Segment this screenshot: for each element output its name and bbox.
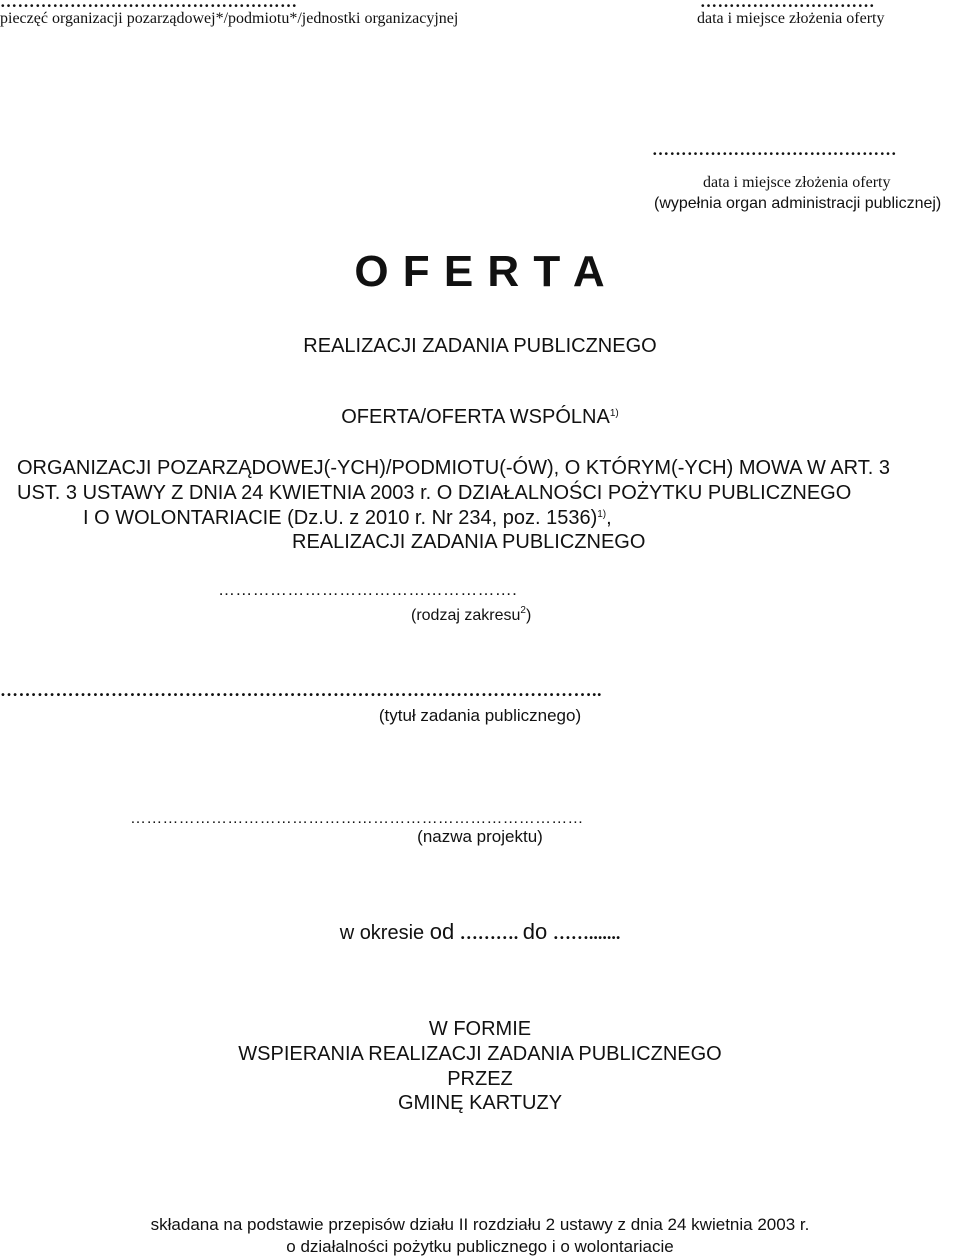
form-line-2: WSPIERANIA REALIZACJI ZADANIA PUBLICZNEGO [238, 1043, 722, 1065]
organization-line-3 [83, 507, 612, 530]
period-to-dots: ……....... [552, 923, 621, 943]
scope-label-text: (rodzaj zakresu [411, 607, 521, 624]
task-title-label: (tytuł zadania publicznego) [378, 706, 582, 725]
receipt-caption: data i miejsce złożenia oferty [703, 174, 891, 191]
offer-type [0, 406, 960, 429]
organization-line-2: UST. 3 USTAWY Z DNIA 24 KWIETNIA 2003 r. O DZIAŁALNOŚCI POŻYTKU PUBLICZNEGO [17, 482, 852, 504]
period-from: od [429, 919, 455, 944]
project-label: (nazwa projektu) [417, 827, 543, 846]
footnote-mark: 2 [520, 605, 526, 616]
stamp-caption: pieczęć organizacji pozarządowej*/podmiotu*/jednostki organizacyjnej [0, 10, 459, 27]
date-dots: ………………………… [700, 0, 875, 11]
date-caption: data i miejsce złożenia oferty [697, 10, 885, 27]
footnote-mark: 1) [609, 408, 619, 419]
scope-label-end: ) [525, 607, 532, 624]
subtitle: REALIZACJI ZADANIA PUBLICZNEGO [303, 335, 657, 357]
scope-dots: ……………………………………………. [218, 580, 518, 599]
period-prefix: w okresie [339, 922, 430, 944]
page-title: O F E R T A [354, 247, 606, 296]
scope-label [411, 607, 531, 625]
period-line [0, 919, 960, 945]
organization-legal-basis: I O WOLONTARIACIE (Dz.U. z 2010 r. Nr 234, poz. 1536) [83, 507, 598, 529]
period-to: do [522, 919, 548, 944]
form-line-3: PRZEZ [447, 1068, 513, 1090]
offer-type-text: OFERTA/OFERTA WSPÓLNA [341, 406, 610, 428]
comma: , [606, 507, 612, 529]
task-title-dots: …………………………………………………………………………………….. [0, 680, 602, 700]
footnote-mark: 1) [597, 509, 607, 520]
project-dots: ………………………………………………………………………… [130, 810, 584, 827]
receipt-note: (wypełnia organ administracji publicznej) [654, 195, 942, 212]
footer-line-1: składana na podstawie przepisów działu II rozdziału 2 ustawy z dnia 24 kwietnia 2003 r. [150, 1215, 810, 1234]
stamp-dots: …………………………………………… [0, 0, 298, 11]
organization-line-1: ORGANIZACJI POZARZĄDOWEJ(-YCH)/PODMIOTU(-ÓW), O KTÓRYM(-YCH) MOWA W ART. 3 [17, 457, 890, 479]
form-line-4: GMINĘ KARTUZY [397, 1092, 563, 1114]
receipt-dots: …………………………………… [652, 140, 897, 159]
form-line-1: W FORMIE [428, 1018, 532, 1040]
organization-line-4: REALIZACJI ZADANIA PUBLICZNEGO [292, 531, 646, 553]
footer-line-2: o działalności pożytku publicznego i o wolontariacie [286, 1237, 674, 1256]
period-from-dots: ………. [459, 923, 523, 943]
